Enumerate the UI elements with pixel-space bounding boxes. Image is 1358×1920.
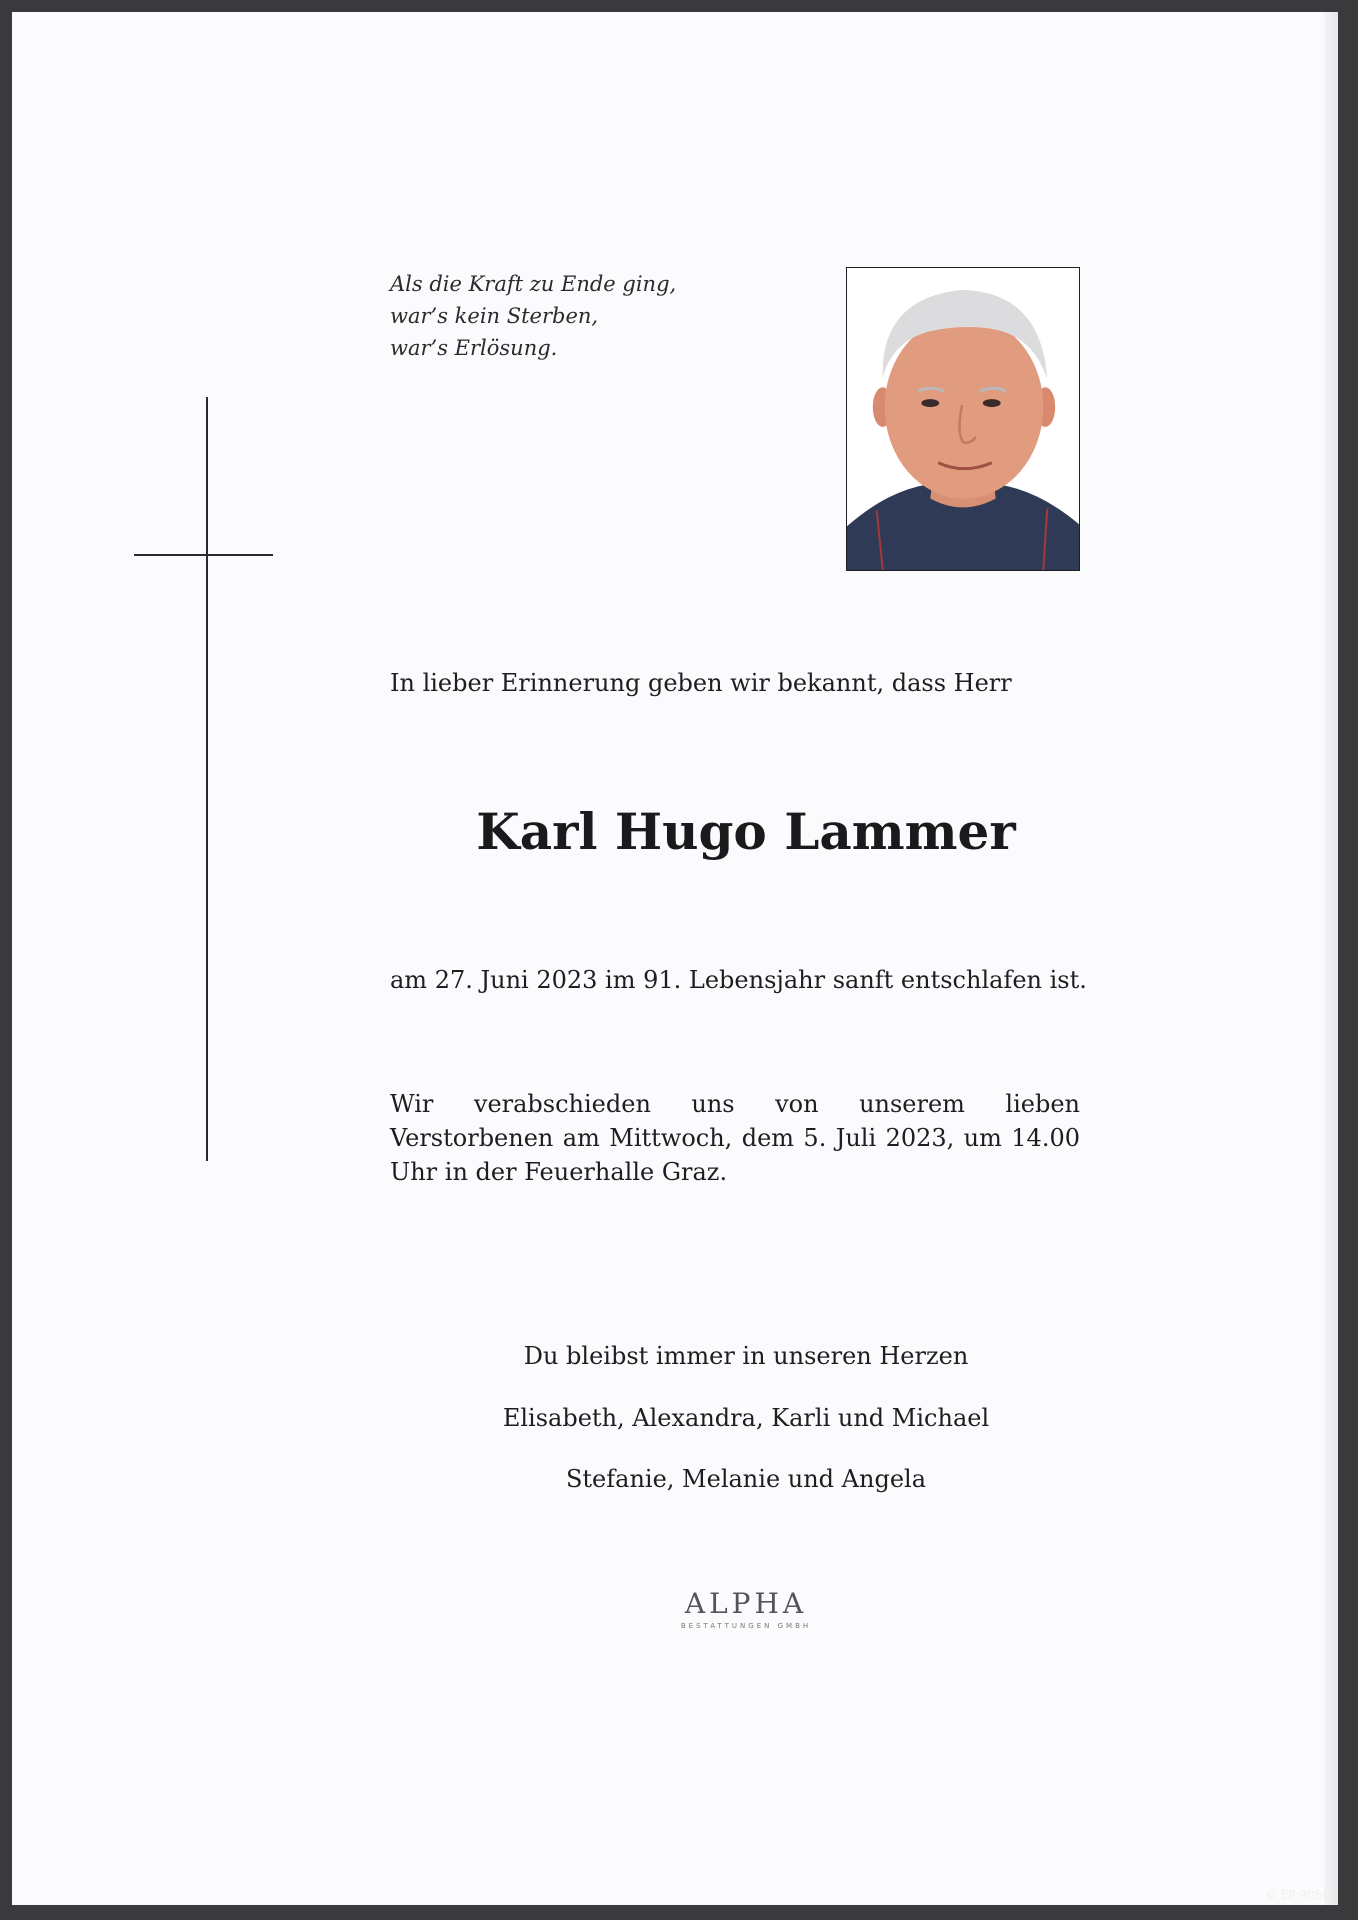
memorial-poem: Als die Kraft zu Ende ging, war’s kein Sterben, war’s Erlösung. (390, 272, 677, 360)
paper-edge-shadow (1324, 12, 1338, 1905)
mourners-line-1: Elisabeth, Alexandra, Karli und Michael (502, 1404, 990, 1432)
logo-name: ALPHA (684, 1587, 808, 1620)
cross-horizontal-bar (134, 554, 273, 556)
logo-subtitle: BESTATTUNGEN GMBH (680, 1622, 812, 1630)
deceased-name: Karl Hugo Lammer (476, 802, 1016, 861)
funeral-home-logo (631, 1589, 861, 1631)
funeral-details: Wir verabschieden uns von unserem lieben Verstorbenen am Mittwoch, dem 5. Juli 2023, um 14.00 Uhr in der Feuerhalle Graz. (390, 1090, 1080, 1186)
death-date-line: am 27. Juni 2023 im 91. Lebensjahr sanft entschlafen ist. (390, 966, 1087, 994)
portrait-illustration (847, 268, 1079, 570)
mourners-line-2: Stefanie, Melanie und Angela (565, 1465, 927, 1493)
print-code: © EP 9050 (1265, 1888, 1330, 1902)
cross-vertical-bar (206, 397, 208, 1161)
obituary-sheet (12, 12, 1338, 1905)
announcement-intro: In lieber Erinnerung geben wir bekannt, dass Herr (390, 669, 1012, 697)
closing-dedication: Du bleibst immer in unseren Herzen (523, 1342, 969, 1370)
deceased-portrait (846, 267, 1080, 571)
